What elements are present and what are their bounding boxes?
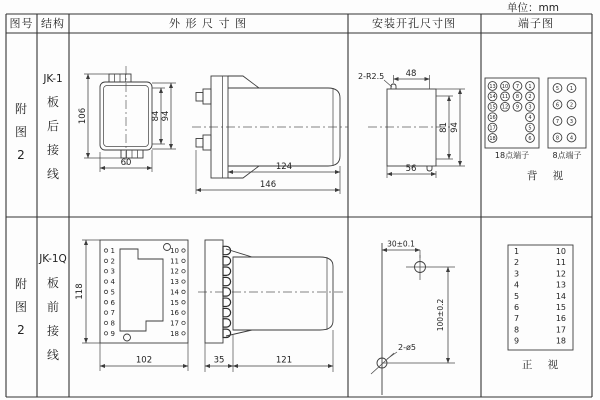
row2-side-view-drawing [198,240,345,372]
header-mounting: 安装开孔尺寸图 [372,17,456,30]
row2-fig-char: 附 [14,277,28,291]
row2-wiring-char: 接 [46,324,60,338]
bottom-slot [427,166,432,171]
row1-fig-char: 2 [17,148,25,162]
row1-front-view-drawing [78,66,176,172]
terminal18-point-number: 4 [528,115,532,121]
row2-fig-label [15,277,27,337]
terminal-dot-left [104,270,107,273]
dim-121: 121 [275,355,293,366]
terminal18-col3 [513,82,522,112]
row2-view-label: 正 视 [521,359,565,371]
dim-48: 48 [405,69,417,79]
terminal-dot-left [104,301,107,304]
terminal-dot-right [182,270,185,273]
table-right-column [556,247,566,346]
table-number-left: 7 [514,314,520,324]
terminal-dot-right [182,332,185,335]
terminal-number-left: 8 [110,319,115,328]
terminal-number-right: 18 [170,329,179,338]
terminal8-point-number: 2 [569,102,574,109]
left-terminal-numbers [111,247,116,338]
terminal18-point-number: 13 [489,83,496,90]
row2-wiring-char: 板 [46,276,60,290]
terminal-bumps [223,246,231,337]
terminal18-point-number: 17 [489,125,496,132]
stud-flange [203,135,211,150]
terminal-number-right: 14 [170,288,179,297]
header-outline: 外 形 尺 寸 图 [169,17,247,30]
dim-146: 146 [259,180,277,190]
stud-head [196,93,203,102]
table-number-right: 16 [555,314,566,324]
table-number-left: 8 [514,325,520,335]
header-structure: 结构 [41,17,65,30]
bottom-bump-ticks [127,150,138,158]
table-number-left: 4 [514,280,520,290]
terminal18-point-number: 7 [515,83,520,90]
header-fig-no: 图号 [9,17,34,30]
terminal18-point-number: 6 [528,135,532,142]
terminal18-point-number: 10 [501,83,509,90]
row1-fig-label [15,102,27,162]
terminal-bump [223,277,231,285]
terminal-number-left: 6 [110,298,115,307]
terminal-number-right: 12 [170,267,179,276]
terminal18-point-number: 1 [528,83,532,90]
dim-118: 118 [75,283,85,300]
terminal-dot-right [182,301,185,304]
dim-30: 30±0.1 [387,239,415,249]
terminal18-point-number: 3 [528,104,532,111]
row1-wiring-char: 线 [46,167,60,181]
terminal-number-left: 2 [110,257,115,266]
terminal18-point-number: 8 [515,94,520,101]
dim-84: 84 [151,110,161,122]
table-number-left: 9 [514,336,520,346]
table-number-right: 10 [555,247,566,256]
table-number-left: 6 [514,303,520,312]
terminal-number-right: 15 [170,298,179,307]
terminal8-point-number: 5 [555,85,560,92]
terminal-dot-left [104,321,107,324]
terminal-bump [223,298,231,306]
hole-size-label: 2-ø5 [398,343,416,352]
dim-94: 94 [161,110,171,122]
dim-60: 60 [120,158,132,168]
table-number-right: 15 [555,303,566,312]
row2-wiring-char: 前 [46,300,60,314]
terminal18-point-number: 9 [515,104,520,111]
terminal18-point-number: 2 [528,94,532,101]
inner-stepped-cutout [120,249,163,331]
row2-wiring-char: 线 [46,348,60,362]
panel-plate [205,240,223,343]
mounting-hole-bottom-left [124,334,131,341]
row2-front-view-drawing [75,240,188,371]
slot-radius-label: 2-R2.5 [358,72,385,81]
terminal-number-left: 9 [110,329,115,338]
dim-102: 102 [135,355,153,366]
terminal-dot-right [182,290,185,293]
terminal-stud-top [196,89,211,104]
terminal-dot-right [182,311,185,314]
row1-side-view-drawing [192,76,348,194]
slot-leader-line [384,80,392,87]
stud-flange [203,89,211,104]
terminal-number-right: 16 [170,309,179,318]
terminal8-label: 8点端子 [552,151,582,160]
terminal8-point-number: 4 [569,135,574,142]
terminal18-point-number: 11 [501,94,509,101]
terminal-dot-right [182,259,185,262]
terminal-number-left: 7 [110,309,115,318]
row1-terminal-diagrams [485,78,586,182]
terminal8-right-col [567,84,576,142]
table-number-left: 2 [514,258,520,268]
dim-81: 81 [439,122,449,133]
row2-mounting-drawing [371,240,455,396]
terminal8-point-number: 1 [569,85,574,92]
terminal-number-left: 4 [110,278,115,287]
stud-head [196,139,203,148]
right-terminal-numbers [170,247,179,338]
right-terminal-dots [182,249,185,335]
table-number-left: 5 [514,291,520,301]
terminal-stud-bottom [196,135,211,150]
table-number-left: 3 [514,269,520,279]
terminal-bump [223,267,231,275]
terminal-number-left: 1 [110,247,115,255]
row2-fig-char: 图 [14,300,28,314]
terminal-dot-right [182,321,185,324]
terminal-dot-left [104,311,107,314]
row1-mounting-drawing [358,69,465,178]
terminal-dot-right [182,249,185,252]
table-grid [6,14,592,397]
hole-leader-line [387,352,397,359]
row1-wiring-char: 板 [46,95,60,109]
table-number-left: 1 [514,247,520,256]
cutout-outline [387,89,436,166]
row1-wiring-char: 后 [46,119,60,133]
terminal8-point-number: 3 [569,118,574,125]
left-terminal-dots [104,249,107,335]
terminal-number-right: 10 [170,247,179,255]
table-left-column [514,247,519,346]
top-chamfer [228,76,259,88]
top-bump-ticks [115,74,126,82]
terminal-number-right: 11 [170,257,179,266]
terminal18-point-number: 16 [489,115,496,121]
table-number-right: 11 [555,258,566,268]
dim-35: 35 [213,355,225,366]
row2-terminal-table [508,245,573,371]
row1-wiring-char: 接 [46,143,60,157]
table-number-right: 14 [555,291,566,301]
terminal18-point-number: 15 [489,104,496,111]
terminal-dot-left [104,332,107,335]
terminal8-point-number: 6 [555,102,560,109]
terminal-bump [223,308,231,316]
relay-body [233,257,333,330]
terminal-number-left: 3 [110,267,115,276]
terminal8-left-col [553,84,562,142]
table-number-right: 17 [555,325,566,335]
terminal-dot-left [104,249,107,252]
terminal18-col4 [526,82,535,143]
row2-model-label: JK-1Q [39,253,67,265]
dim-100: 100±0.2 [436,298,445,332]
row1-fig-char: 图 [14,125,28,139]
terminal18-col1 [488,82,497,143]
terminal-bump [223,288,231,296]
row2-fig-char: 2 [17,323,25,337]
terminal8-point-number: 7 [555,118,560,125]
dim-124: 124 [275,162,293,172]
table-number-right: 13 [555,280,566,290]
terminal-number-right: 13 [170,278,179,287]
terminal18-label: 18点端子 [494,151,530,160]
terminal18-point-number: 5 [528,125,532,132]
terminal-dot-right [182,280,185,283]
terminal-number-right: 17 [170,319,179,328]
table-number-right: 18 [555,336,566,346]
terminal18-point-number: 14 [489,94,496,101]
table-number-right: 12 [555,269,566,279]
row1-fig-char: 附 [14,102,28,116]
header-row [10,16,555,30]
ext-lines-106 [84,74,121,158]
terminal8-point-number: 8 [555,135,560,142]
row1-view-label: 背 视 [526,170,570,182]
dim-56: 56 [405,164,417,174]
terminal-dot-left [104,259,107,262]
terminal18-point-number: 18 [489,135,496,142]
row2-structure-label [38,253,67,362]
row1-structure-label [42,73,62,181]
terminal-number-left: 5 [110,288,115,297]
terminal18-col2 [501,82,510,112]
terminal-dot-left [104,290,107,293]
dim-94b: 94 [450,122,460,133]
dim-106: 106 [78,107,88,125]
terminal-dot-left [104,280,107,283]
header-terminal: 端子图 [518,17,554,30]
terminal-bump [223,319,231,327]
terminal18-point-number: 12 [501,104,509,111]
unit-label: 单位：mm [507,2,559,14]
row1-model-label: JK-1 [43,73,63,85]
terminal-bump [223,257,231,265]
